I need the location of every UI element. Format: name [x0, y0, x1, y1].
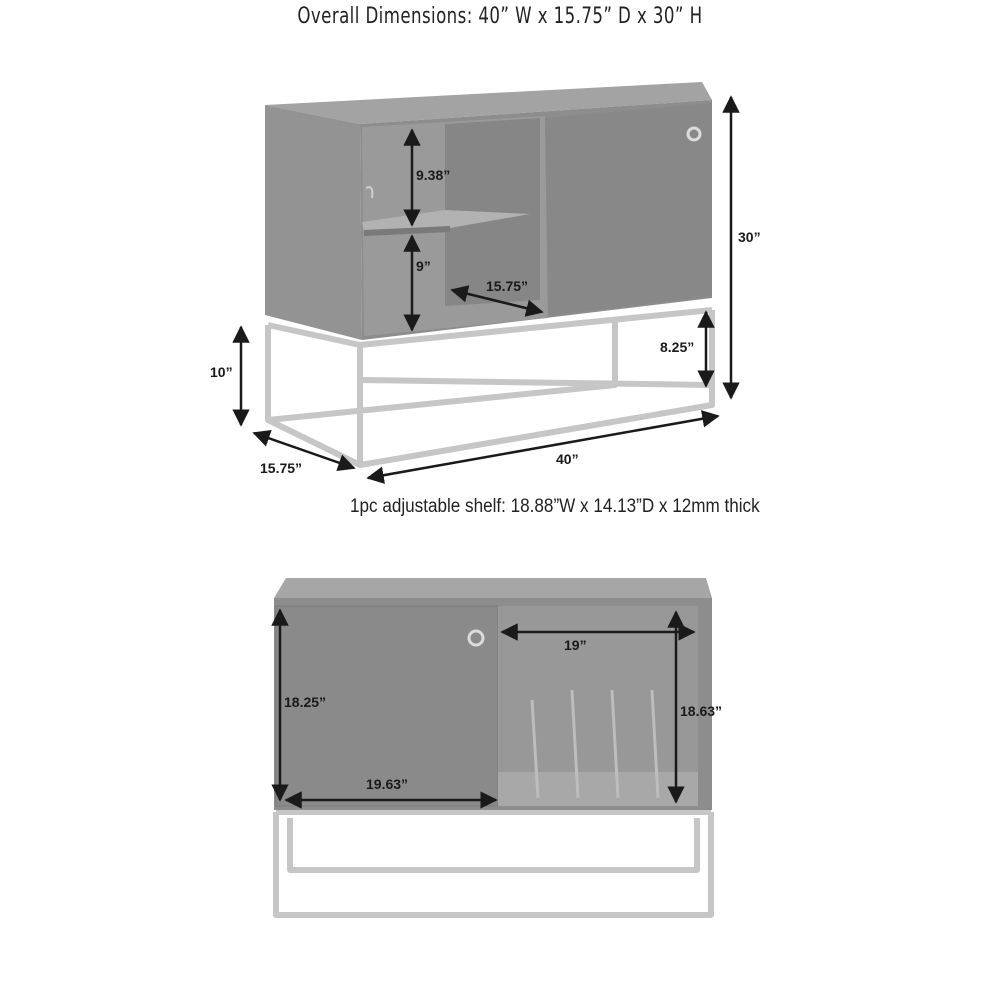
cabinet-body [265, 82, 712, 340]
front-cabinet-view [274, 578, 722, 915]
interior-depth-label: 15.75” [486, 278, 529, 294]
leg-clearance-label: 8.25” [660, 339, 695, 355]
shelf-gap-upper-label: 9.38” [416, 167, 451, 183]
overall-dimensions-heading: Overall Dimensions: 40” W x 15.75” D x 30” H [297, 4, 703, 29]
depth-label: 15.75” [260, 460, 303, 476]
base-height-label: 10” [210, 364, 233, 380]
shelf-gap-lower-label: 9” [416, 258, 431, 274]
metal-base-frame [268, 310, 712, 465]
width-label: 40” [556, 451, 579, 467]
door-width-label: 19.63” [366, 776, 409, 792]
opening-width-label: 19” [564, 637, 587, 653]
adjustable-shelf-note: 1pc adjustable shelf: 18.88”W x 14.13”D x 12mm thick [350, 496, 760, 517]
front-metal-base-frame [276, 812, 711, 915]
total-height-label: 30” [738, 229, 761, 245]
angled-cabinet-view [210, 82, 761, 478]
opening-height-label: 18.63” [680, 703, 723, 719]
front-cabinet-body [274, 578, 712, 810]
door-height-label: 18.25” [284, 694, 327, 710]
